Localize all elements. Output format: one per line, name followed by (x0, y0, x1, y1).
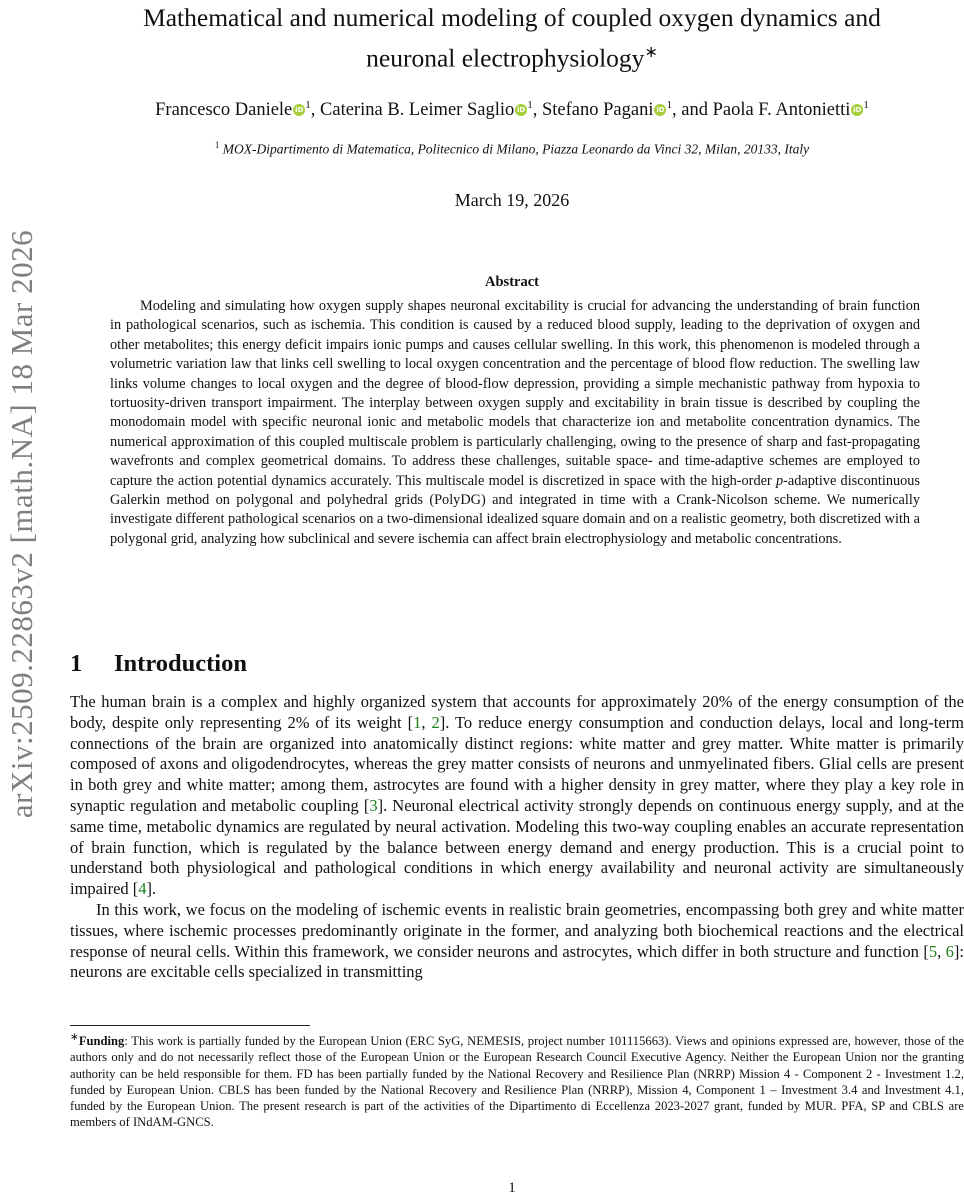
paper-title (60, 0, 964, 76)
citation-link[interactable]: 5 (928, 941, 938, 961)
author-affiliation-mark: 1 (666, 99, 672, 111)
title-line-2: neuronal electrophysiology∗ (366, 43, 658, 73)
paragraph-text: , (937, 941, 946, 961)
introduction-body (70, 692, 964, 983)
paragraph-text: ]. (146, 879, 157, 899)
funding-footnote (70, 1030, 964, 1130)
abstract-heading: Abstract (485, 274, 539, 290)
arxiv-identifier-stamp: arXiv:2509.22863v2 [math.NA] 18 Mar 2026 (4, 229, 39, 819)
author-affiliation-mark: 1 (305, 99, 311, 111)
citation-link[interactable]: 3 (369, 795, 378, 815)
citation-link[interactable]: 2 (431, 712, 440, 732)
intro-paragraph-1 (70, 692, 964, 900)
section-heading (70, 648, 247, 680)
footnote-label: Funding (78, 1034, 125, 1049)
author-affiliation-mark: 1 (863, 99, 869, 111)
orcid-icon[interactable]: iD (656, 106, 665, 115)
publication-date: March 19, 2026 (454, 190, 570, 210)
author-name: Stefano Pagani (541, 100, 654, 121)
author-separator: , (532, 100, 542, 121)
orcid-icon[interactable]: iD (853, 106, 862, 115)
section-number: 1 (70, 650, 83, 677)
author-affiliation-mark: 1 (527, 99, 533, 111)
affiliation-mark: 1 (214, 140, 220, 150)
abstract-body: Modeling and simulating how oxygen supply shapes neuronal excitability is crucial for advancing the understanding of brain function in pathological scenarios, such as ischemia. This condition is caused by a reduced blood supply, leading to the deprivation of oxygen and other metabolites; this energy deficit impairs ionic pumps and causes cellular swelling. In this work, this phenomenon is modeled through a volumetric variation law that links cell swelling to local oxygen concentration and the percentage of blood flow reduction. The swelling law links volume changes to local oxygen and the degree of blood-flow depression, providing a simple mechanistic pathway from hypoxia to tortuosity-driven transport impairment. The interplay between oxygen supply and excitability in brain tissue is described by coupling the monodomain model with specific neuronal ionic and metabolic models that characterize ion and metabolite concentration dynamics. The numerical approximation of this coupled multiscale problem is particularly challenging, owing to the presence of sharp and fast-propagating wavefronts and complex geometrical domains. To address these challenges, suitable space- and time-adaptive schemes are employed to capture the action potential dynamics accurately. This multiscale model is discretized in space with the high-order p-adaptive discontinuous Galerkin method on polygonal and polyhedral grids (PolyDG) and integrated in time with a Crank-Nicolson scheme. We numerically investigate different pathological scenarios on a two-dimensional idealized square domain and on a realistic geometry, both discretized with a polygonal grid, analyzing how subclinical and severe ischemia can affect brain electrophysiology and metabolic concentrations. (110, 298, 920, 547)
author-name: Francesco Daniele (155, 100, 293, 121)
footnote-divider (70, 1025, 310, 1026)
paragraph-text: ]: neurons are excitable cells specialized in transmitting (70, 941, 964, 982)
paragraph-text: ]. To reduce energy consumption and conduction delays, local and long-term connections of the brain are organized into anatomically distinct regions: white matter and grey matter. White matter is primarily composed of axons and oligodendrocytes, whereas the grey matter consists of neurons and unmyelinated fibers. Glial cells are present in both grey and white matter; among them, astrocytes are found with a higher density in grey matter, where they play a key role in synaptic regulation and metabolic coupling [ (70, 712, 964, 815)
paragraph-text: , (421, 712, 432, 732)
paragraph-text: In this work, we focus on the modeling of ischemic events in realistic brain geometries, encompassing both grey and white matter tissues, where ischemic processes predominantly originate in the former, and analyzing both biochemical reactions and the electrical response of neural cells. Within this framework, we consider neurons and astrocytes, which differ in both structure and function [ (70, 899, 964, 961)
paragraph-text: The human brain is a complex and highly organized system that accounts for approximately 20% of the energy consumption of the body, despite only representing 2% of its weight [ (70, 692, 964, 732)
author-separator: , and (671, 100, 713, 121)
citation-link[interactable]: 1 (413, 712, 422, 732)
orcid-icon[interactable]: iD (517, 106, 526, 115)
footnote-text: : This work is partially funded by the European Union (ERC SyG, NEMESIS, project number 101115663). Views and opinions expressed are, however, those of the authors only and do not necessarily reflect those of the European Union or the European Research Council Executive Agency. Neither the European Union nor the granting authority can be held responsible for them. FD has been partially funded by the National Recovery and Resilience Plan (NRRP) Mission 4 - Component 2 - Investment 1.2, funded by European Union. CBLS has been funded by the National Recovery and Resilience Plan (NRRP), Mission 4, Component 1 – Investment 3.4 and Investment 4.1, funded by the European Union. The present research is part of the activities of the Dipartimento di Eccellenza 2023-2027 grant, funded by MUR. PFA, SP and CBLS are members of INdAM-GNCS. (70, 1034, 964, 1130)
citation-link[interactable]: 6 (945, 941, 954, 961)
intro-paragraph-2 (70, 900, 964, 983)
title-line-1: Mathematical and numerical modeling of coupled oxygen dynamics and (143, 3, 881, 32)
affiliation (60, 135, 964, 160)
author-separator: , (310, 100, 321, 121)
author-name: Caterina B. Leimer Saglio (320, 100, 515, 121)
citation-link[interactable]: 4 (138, 879, 147, 899)
paragraph-text: ]. Neuronal electrical activity strongly depends on continuous energy supply, and at the same time, metabolic dynamics are regulated by neural activation. Modeling this two-way coupling enables an accurate representation of brain function, which is regulated by the balance between energy demand and energy production. This is a crucial point to understand both physiological and pathological conditions in which energy availability and neuronal activity are simultaneously impaired [ (70, 795, 964, 899)
section-title: Introduction (114, 650, 247, 677)
title-footnote-mark: ∗ (644, 44, 658, 61)
page-number: 1 (508, 1180, 516, 1196)
author-name: Paola F. Antonietti (712, 100, 851, 121)
orcid-icon[interactable]: iD (295, 106, 304, 115)
footnote-mark: ∗ (70, 1032, 79, 1043)
affiliation-text: MOX-Dipartimento di Matematica, Politecnico di Milano, Piazza Leonardo da Vinci 32, Milan, 20133, Italy (222, 141, 810, 157)
author-list (60, 92, 964, 123)
